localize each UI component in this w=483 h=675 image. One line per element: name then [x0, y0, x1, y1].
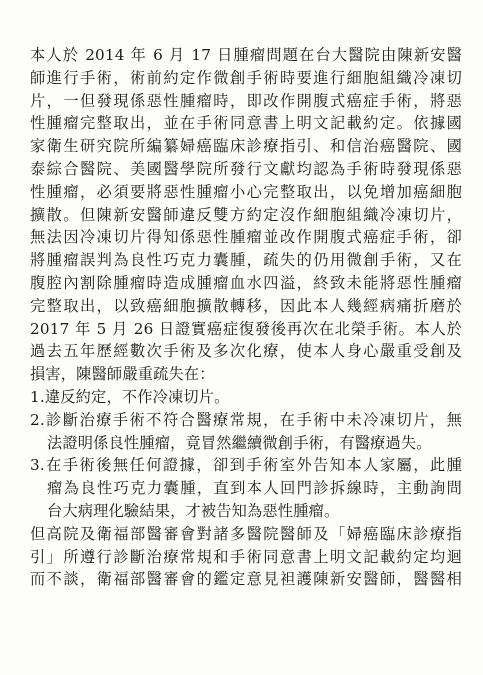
body-line: 完整取出，以致癌細胞擴散轉移，因此本人幾經病痛折磨於 — [30, 296, 462, 315]
body-line: 家衛生研究院所編纂婦癌臨床診療指引、和信治癌醫院、國 — [30, 137, 462, 156]
document-body — [30, 44, 462, 591]
body-line: 腹腔內割除腫瘤時造成腫瘤血水四溢，終致未能將惡性腫瘤 — [30, 273, 462, 292]
body-line: 將腫瘤誤判為良性巧克力囊腫，疏失的仍用微創手術，又在 — [30, 251, 462, 270]
body-line: 師進行手術，術前約定作微創手術時要進行細胞組織冷凍切 — [30, 68, 462, 87]
list-item-3-cont: 瘤為良性巧克力囊腫，直到本人回門診拆線時，主動詢問 — [47, 479, 462, 498]
body-line: 泰綜合醫院、美國醫學院所發行文獻均認為手術時發現係惡 — [30, 159, 462, 178]
body-line: 擴散。但陳新安醫師違反雙方約定沒作細胞組織冷凍切片， — [30, 205, 462, 224]
list-item-3-cont: 台大病理化驗結果，才被告知為惡性腫瘤。 — [47, 501, 340, 520]
body-line: 性腫瘤，必須要將惡性腫瘤小心完整取出，以免增加癌細胞 — [30, 182, 462, 201]
body-line: 無法因冷凍切片得知係惡性腫瘤並改作開腹式癌症手術，卻 — [30, 228, 462, 247]
closing-line: 引」所遵行診斷治療常規和手術同意書上明文記載約定均迴 — [30, 547, 462, 566]
body-line: 過去五年歷經數次手術及多次化療，使本人身心嚴重受創及 — [30, 342, 462, 361]
body-line: 損害，陳醫師嚴重疏失在： — [30, 365, 215, 384]
body-line: 本人於 2014 年 6 月 17 日腫瘤問題在台大醫院由陳新安醫 — [30, 46, 462, 64]
body-line: 2017 年 5 月 26 日證實癌症復發後再次在北榮手術。本人於 — [30, 319, 462, 338]
list-item-2: 2.診斷治療手術不符合醫療常規，在手術中未冷凍切片，無 — [30, 410, 462, 429]
body-line: 性腫瘤完整取出，並在手術同意書上明文記載約定。依據國 — [30, 114, 462, 133]
list-item-3: 3.在手術後無任何證據，卻到手術室外告知本人家屬，此腫 — [30, 456, 462, 475]
closing-line: 而不談，衛福部醫審會的鑑定意見袒護陳新安醫師，醫醫相 — [30, 570, 462, 589]
closing-line: 但高院及衛福部醫審會對諸多醫院醫師及「婦癌臨床診療指 — [30, 524, 462, 543]
list-item-2-cont: 法證明係良性腫瘤，竟冒然繼續微創手術，有醫療過失。 — [47, 433, 432, 452]
list-item-1: 1.違反約定，不作冷凍切片。 — [30, 387, 230, 406]
body-line: 片，一但發現係惡性腫瘤時，即改作開腹式癌症手術，將惡 — [30, 91, 462, 110]
